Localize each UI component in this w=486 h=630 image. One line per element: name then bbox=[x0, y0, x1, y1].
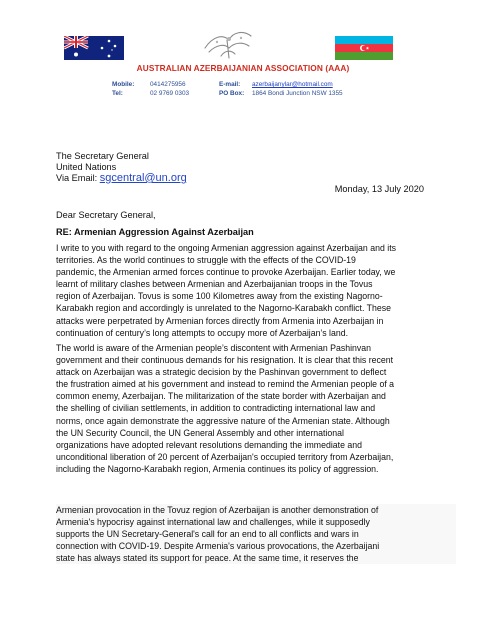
recipient-address bbox=[56, 151, 187, 184]
pobox-label: PO Box: bbox=[219, 90, 245, 97]
recipient-email-prefix: Via Email: bbox=[56, 173, 100, 183]
recipient-email-link[interactable]: sgcentral@un.org bbox=[99, 172, 187, 184]
association-email-link[interactable]: azerbaijanylar@hotmail.com bbox=[252, 81, 333, 88]
paragraph-1 bbox=[56, 242, 456, 339]
paragraph-line: region of Azerbaijan. Tovus is some 100 Kilometres away from the existing Nagorno- bbox=[56, 291, 383, 302]
paragraph-line: common enemy, Azerbaijan. The militarization of the state border with Azerbaijan and bbox=[56, 391, 386, 402]
paragraph-line: learnt of military clashes between Armenian and Azerbaijanian troops in the Tovus bbox=[56, 279, 373, 290]
recipient-line-1: The Secretary General bbox=[56, 151, 149, 161]
paragraph-line: continuation of century’s long attempts to occupy more of Azerbaijan’s land. bbox=[56, 327, 349, 338]
mobile-value: 0414275956 bbox=[150, 81, 186, 88]
paragraph-line: organizations have adopted relevant resolutions demanding the immediate and bbox=[56, 439, 362, 450]
address-contacts bbox=[219, 80, 343, 98]
association-logo-icon bbox=[199, 28, 255, 60]
paragraph-2 bbox=[56, 342, 456, 475]
paragraph-line: connection with COVID-19. Despite Armenia's various provocations, the Azerbaijani bbox=[56, 541, 380, 552]
tel-label: Tel: bbox=[112, 90, 123, 97]
pobox-value: 1864 Bondi Junction NSW 1355 bbox=[252, 90, 343, 97]
letter-date: Monday, 13 July 2020 bbox=[334, 184, 424, 194]
email-label: E-mail: bbox=[219, 81, 241, 88]
salutation: Dear Secretary General, bbox=[56, 210, 156, 220]
paragraph-3 bbox=[56, 504, 456, 564]
paragraph-line: unconditional liberation of 20 percent of Azerbaijan's occupied territory from Azerbaijan, bbox=[56, 451, 394, 462]
paragraph-line: Armenian provocation in the Tovuz region of Azerbaijan is another demonstration of bbox=[56, 505, 379, 515]
paragraph-line: the UN Security Council, the UN General Assembly and other international bbox=[56, 427, 344, 438]
paragraph-line: attacks were perpetrated by Armenian forces directly from Armenia into Azerbaijan in bbox=[56, 315, 384, 326]
paragraph-line: norms, once again demonstrate the aggressive nature of the Armenian state. Although bbox=[56, 415, 390, 426]
paragraph-line: Armenia's hypocrisy against international law and challenges, while it supposedly bbox=[56, 517, 370, 528]
paragraph-line: attack on Azerbaijan was a strategic decision by the Pashinvan government to deflect bbox=[56, 367, 387, 378]
paragraph-line: state has always stated its support for peace. At the same time, it reserves the bbox=[56, 553, 359, 564]
paragraph-line: supports the UN Secretary-General's call for an end to all conflicts and wars in bbox=[56, 529, 359, 540]
paragraph-line: Karabakh region and accordingly is unrelated to the Nagorno-Karabakh conflict. These bbox=[56, 303, 391, 314]
paragraph-line: the frustration aimed at his government and instead to remind the Armenian people of a bbox=[56, 379, 395, 390]
paragraph-line: pandemic, the Armenian armed forces continue to provoke Azerbaijan. Earlier today, we bbox=[56, 267, 396, 278]
azerbaijan-flag-icon bbox=[335, 36, 393, 60]
paragraph-line: The world is aware of the Armenian people’s discontent with Armenian Pashinvan bbox=[56, 343, 372, 353]
paragraph-line: territories. As the world continues to struggle with the effects of the COVID-19 bbox=[56, 255, 356, 266]
recipient-email-row bbox=[56, 173, 187, 184]
paragraph-line: including the Nagorno-Karabakh region, Armenia continues its policy of aggression. bbox=[56, 463, 379, 474]
mobile-label: Mobile: bbox=[112, 81, 135, 88]
paragraph-line: government and their continuous demands for his resignation. It is clear that this recent bbox=[56, 355, 394, 366]
subject-line: RE: Armenian Aggression Against Azerbaijan bbox=[56, 227, 254, 237]
organization-name: AUSTRALIAN AZERBAIJANIAN ASSOCIATION (AAA) bbox=[136, 63, 350, 73]
tel-value: 02 9769 0303 bbox=[150, 90, 190, 97]
australian-flag-icon bbox=[64, 36, 124, 60]
paragraph-line: the shelling of civilian settlements, in addition to contradicting international law and bbox=[56, 403, 376, 414]
recipient-line-2: United Nations bbox=[56, 162, 117, 172]
paragraph-line: I write to you with regard to the ongoing Armenian aggression against Azerbaijan and its bbox=[56, 243, 396, 253]
phone-contacts bbox=[112, 80, 189, 98]
